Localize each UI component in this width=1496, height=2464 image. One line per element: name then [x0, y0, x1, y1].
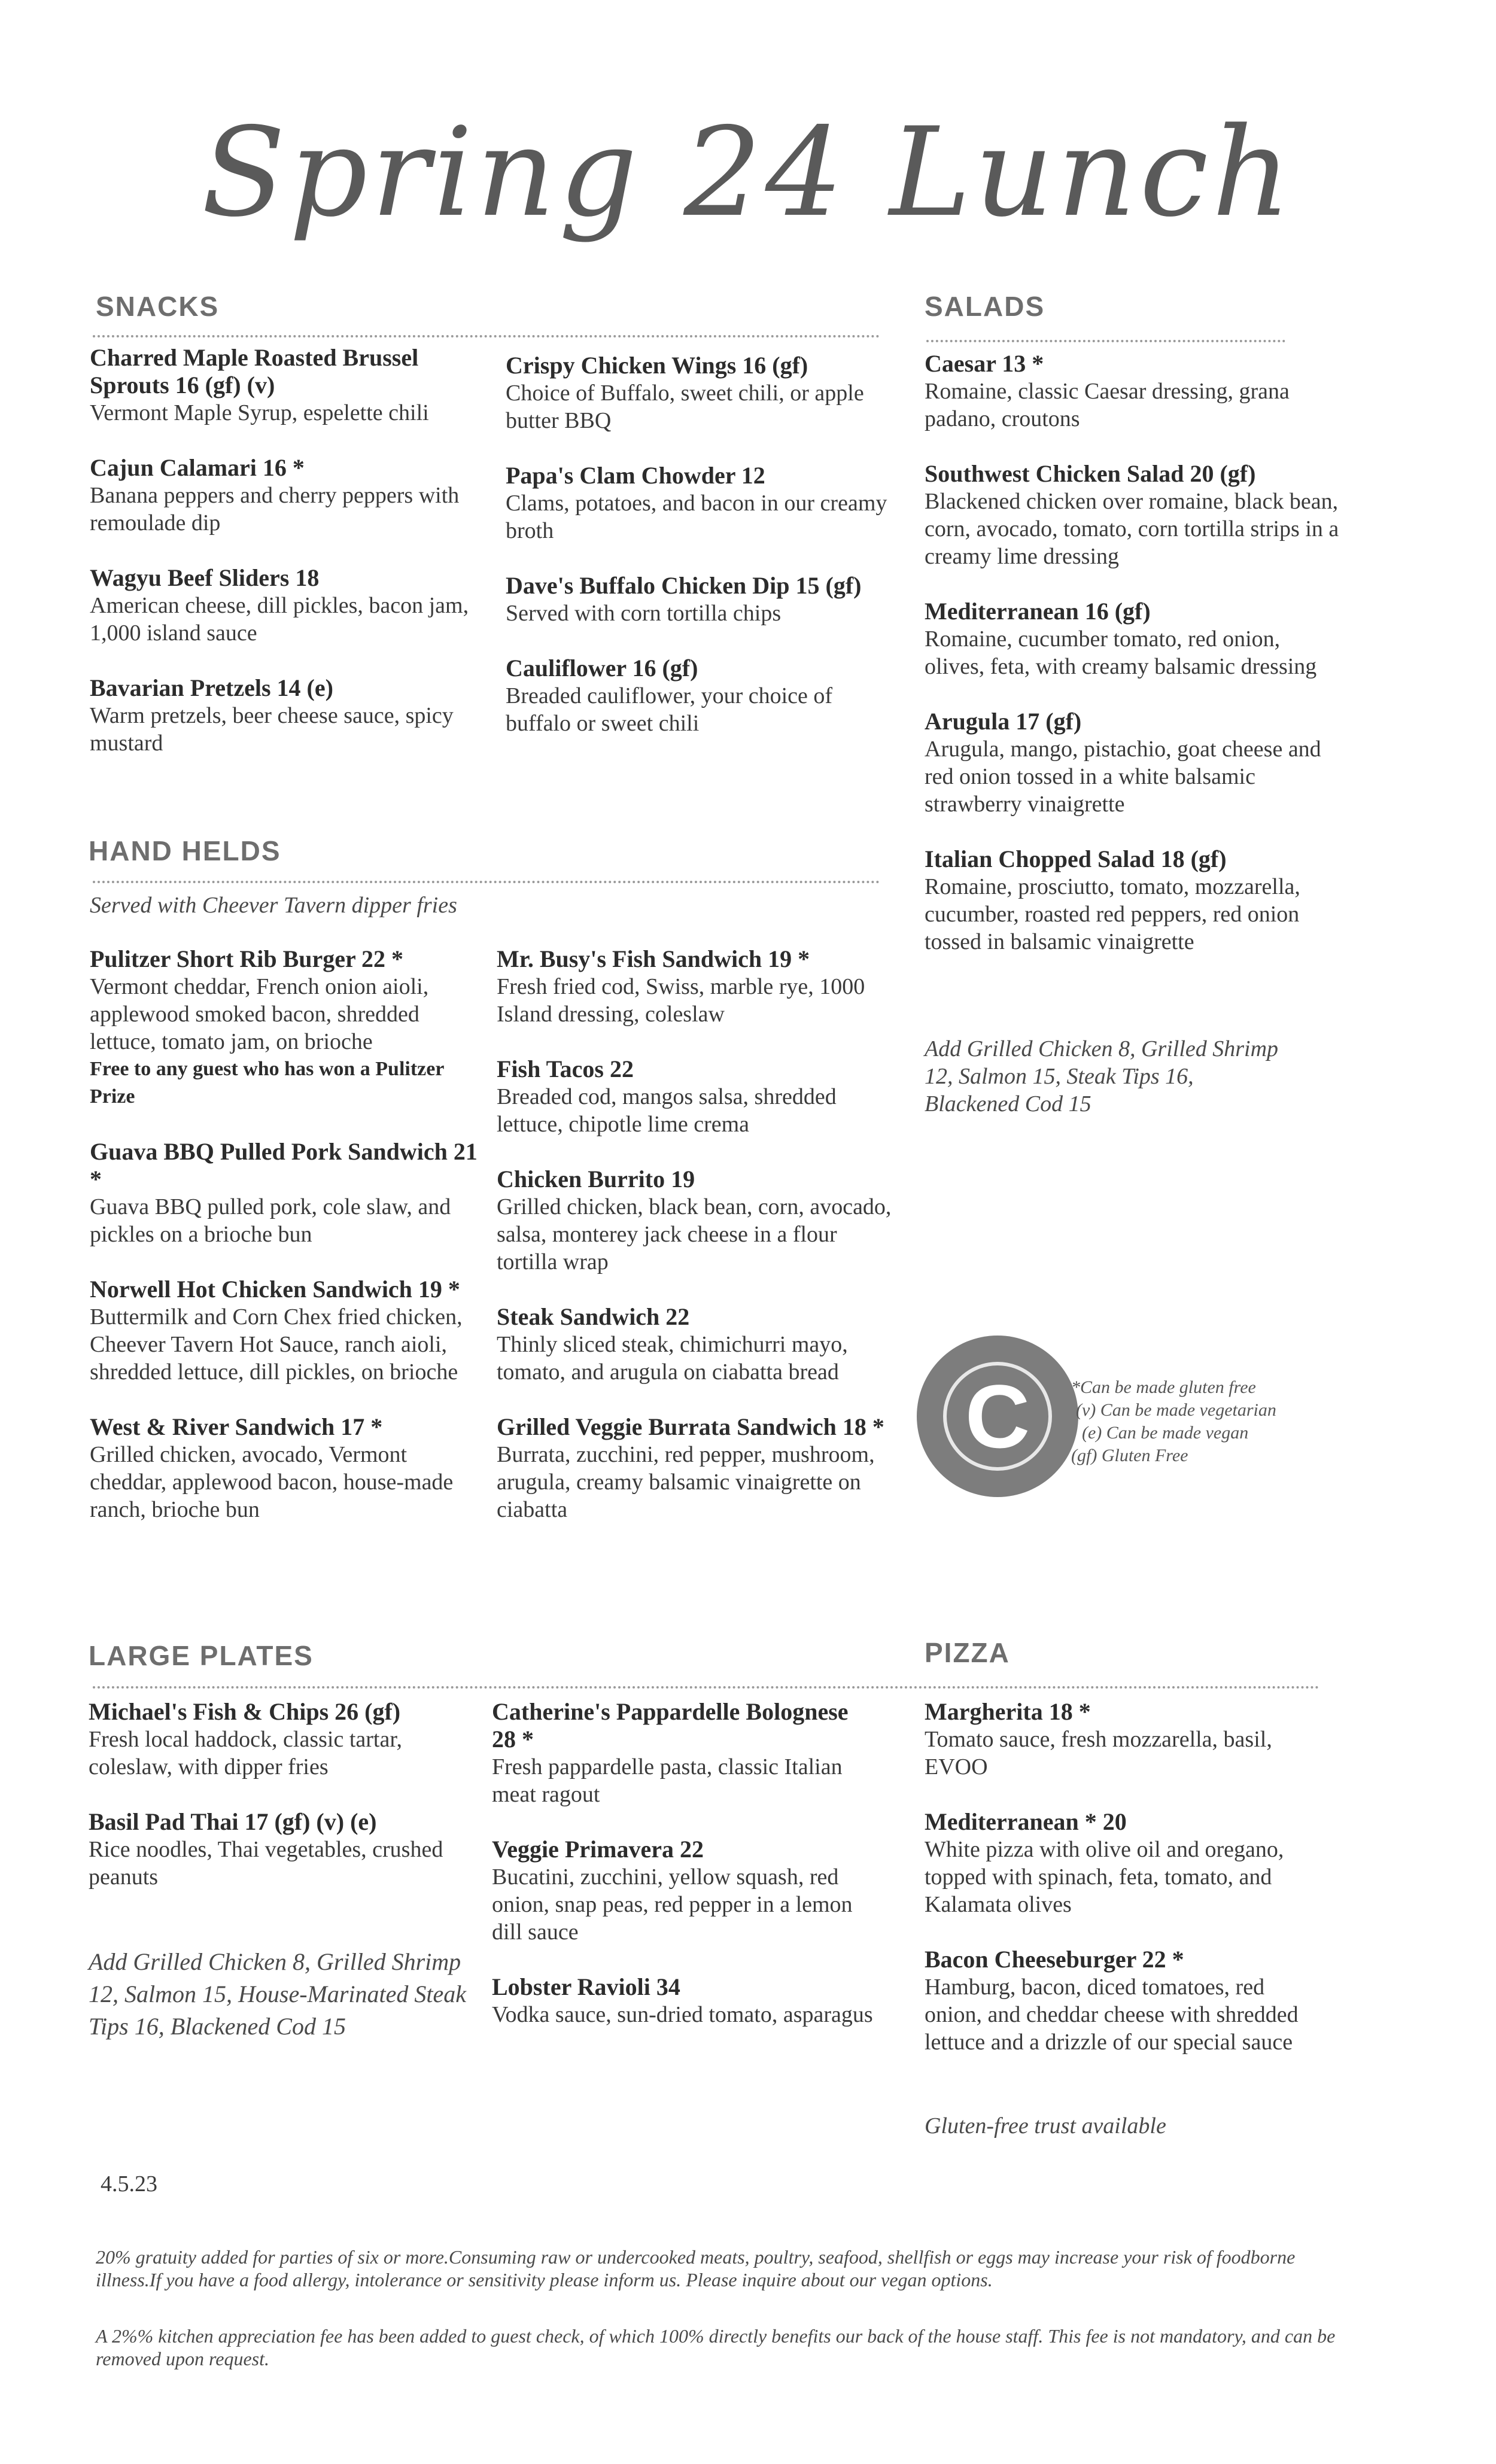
menu-item	[90, 674, 473, 757]
menu-item-name: Mediterranean 16 (gf)	[925, 598, 1151, 625]
menu-item	[492, 1836, 875, 1946]
menu-item-description: Romaine, prosciutto, tomato, mozzarella, cucumber, roasted red peppers, red onion tossed in balsamic vinaigrette	[925, 874, 1300, 954]
menu-item-description: Clams, potatoes, and bacon in our creamy broth	[506, 491, 887, 543]
menu-item-description: Vermont cheddar, French onion aioli, applewood smoked bacon, shredded lettuce, tomato jam, on brioche	[90, 974, 429, 1054]
menu-item-description: Choice of Buffalo, sweet chili, or apple butter BBQ	[506, 381, 864, 433]
large-plates-column-2	[492, 1698, 875, 2056]
menu-item-name: Mr. Busy's Fish Sandwich 19 *	[497, 945, 810, 972]
menu-item-name: Cajun Calamari 16 *	[90, 454, 305, 481]
hand-helds-column-1	[90, 945, 479, 1551]
dietary-legend	[1071, 1376, 1334, 1467]
menu-item-description: Grilled chicken, avocado, Vermont cheddar, applewood bacon, house-made ranch, brioche bun	[90, 1442, 454, 1522]
legend-item: (v) Can be made vegetarian	[1076, 1400, 1276, 1420]
menu-item-description: Romaine, cucumber tomato, red onion, olives, feta, with creamy balsamic dressing	[925, 626, 1317, 679]
menu-item-name: Cauliflower 16 (gf)	[506, 655, 698, 682]
menu-item-description: Fresh local haddock, classic tartar, coleslaw, with dipper fries	[89, 1727, 402, 1779]
menu-item-name: West & River Sandwich 17 *	[90, 1413, 383, 1440]
menu-item	[492, 1698, 875, 1808]
menu-item-description: Breaded cod, mangos salsa, shredded lettuce, chipotle lime crema	[497, 1084, 837, 1137]
menu-item	[506, 655, 895, 737]
menu-item	[90, 945, 479, 1111]
menu-item-name: Charred Maple Roasted Brussel Sprouts 16 (gf) (v)	[90, 344, 419, 399]
menu-item	[925, 1698, 1308, 1781]
menu-item-description: Burrata, zucchini, red pepper, mushroom, arugula, creamy balsamic vinaigrette on ciabatta	[497, 1442, 875, 1522]
snacks-column-2	[506, 352, 895, 765]
menu-item	[90, 454, 473, 537]
menu-item-name: Grilled Veggie Burrata Sandwich 18 *	[497, 1413, 884, 1440]
legend-item: (e) Can be made vegan	[1082, 1423, 1249, 1443]
menu-item-description: Vermont Maple Syrup, espelette chili	[90, 400, 429, 425]
menu-item-name: Bavarian Pretzels 14 (e)	[90, 674, 333, 701]
divider	[93, 335, 880, 337]
menu-item-name: Crispy Chicken Wings 16 (gf)	[506, 352, 808, 379]
menu-item	[925, 845, 1343, 956]
menu-item	[89, 1808, 484, 1891]
menu-item-description: Hamburg, bacon, diced tomatoes, red onion, and cheddar cheese with shredded lettuce and a drizzle of our special sauce	[925, 1975, 1299, 2055]
menu-item	[90, 564, 473, 647]
menu-item	[925, 598, 1343, 680]
menu-item-description: Guava BBQ pulled pork, cole slaw, and pickles on a brioche bun	[90, 1194, 451, 1247]
menu-item	[90, 1413, 479, 1523]
menu-item-description: Breaded cauliflower, your choice of buffalo or sweet chili	[506, 683, 833, 736]
logo-letter: C	[965, 1366, 1030, 1467]
pizza-note: Gluten-free trust available	[925, 2113, 1166, 2138]
menu-item-name: Pulitzer Short Rib Burger 22 *	[90, 945, 404, 972]
menu-item	[497, 1413, 892, 1523]
menu-item-name: Mediterranean * 20	[925, 1808, 1127, 1835]
menu-item-description: Fresh pappardelle pasta, classic Italian meat ragout	[492, 1754, 843, 1807]
menu-item	[90, 344, 473, 427]
menu-item-name: Michael's Fish & Chips 26 (gf)	[89, 1698, 401, 1725]
menu-item-name: Papa's Clam Chowder 12	[506, 462, 765, 489]
section-heading-hand-helds: HAND HELDS	[89, 835, 281, 866]
section-heading-large-plates: LARGE PLATES	[89, 1640, 314, 1671]
menu-item-description: Bucatini, zucchini, yellow squash, red onion, snap peas, red pepper in a lemon dill sauce	[492, 1864, 853, 1945]
pizza-column	[925, 1698, 1308, 2083]
menu-item-extra: Free to any guest who has won a Pulitzer Prize	[90, 1058, 444, 1108]
gratuity-disclaimer: 20% gratuity added for parties of six or more.Consuming raw or undercooked meats, poultry, seafood, shellfish or eggs may increase your risk of foodborne illness.If you have a food allergy, intolerance or sensitivity please inform us. Please inquire about our vegan options.	[96, 2246, 1296, 2290]
menu-item-description: Warm pretzels, beer cheese sauce, spicy mustard	[90, 703, 454, 756]
section-heading-salads: SALADS	[925, 291, 1045, 322]
large-plates-column-1	[89, 1698, 484, 1918]
menu-item-name: Fish Tacos 22	[497, 1055, 634, 1082]
legend-item: (gf) Gluten Free	[1071, 1446, 1188, 1465]
menu-item-description: American cheese, dill pickles, bacon jam, 1,000 island sauce	[90, 593, 469, 646]
salads-column	[925, 350, 1343, 983]
menu-item	[497, 1166, 892, 1276]
hand-helds-column-2	[497, 945, 892, 1551]
menu-item-name: Catherine's Pappardelle Bolognese 28 *	[492, 1698, 849, 1753]
menu-item-name: Norwell Hot Chicken Sandwich 19 *	[90, 1276, 460, 1303]
menu-item	[925, 460, 1343, 570]
menu-item-description: Vodka sauce, sun-dried tomato, asparagus	[492, 2002, 873, 2027]
kitchen-fee-disclaimer: A 2%% kitchen appreciation fee has been added to guest check, of which 100% directly benefits our back of the house staff. This fee is not mandatory, and can be removed upon request.	[96, 2325, 1336, 2369]
menu-item-description: Buttermilk and Corn Chex fried chicken, Cheever Tavern Hot Sauce, ranch aioli, shredded lettuce, dill pickles, on brioche	[90, 1304, 463, 1385]
divider	[93, 881, 880, 883]
menu-item	[506, 462, 895, 544]
menu-item-description: Arugula, mango, pistachio, goat cheese and red onion tossed in a white balsamic strawberry vinaigrette	[925, 737, 1321, 817]
menu-title: Spring 24 Lunch	[201, 102, 1295, 244]
menu-item-description: Banana peppers and cherry peppers with remoulade dip	[90, 483, 460, 536]
menu-item-name: Bacon Cheeseburger 22 *	[925, 1946, 1184, 1973]
menu-item-name: Southwest Chicken Salad 20 (gf)	[925, 460, 1256, 487]
tavern-logo-icon	[917, 1336, 1078, 1497]
menu-item	[90, 1276, 479, 1386]
menu-item	[506, 352, 895, 434]
salads-addon-note: Add Grilled Chicken 8, Grilled Shrimp 12, Salmon 15, Steak Tips 16, Blackened Cod 15	[925, 1036, 1279, 1117]
menu-item-name: Margherita 18 *	[925, 1698, 1091, 1725]
menu-item-name: Wagyu Beef Sliders 18	[90, 564, 320, 591]
menu-item-description: Served with corn tortilla chips	[506, 601, 782, 626]
menu-item	[925, 350, 1343, 433]
menu-item	[497, 1055, 892, 1138]
menu-item-description: Blackened chicken over romaine, black bean, corn, avocado, tomato, corn tortilla strips in a creamy lime dressing	[925, 489, 1339, 569]
section-heading-pizza: PIZZA	[925, 1637, 1010, 1668]
menu-item-name: Lobster Ravioli 34	[492, 1973, 680, 2000]
menu-item	[497, 1303, 892, 1386]
menu-item	[925, 708, 1343, 818]
menu-item	[90, 1138, 479, 1248]
divider	[926, 340, 1285, 342]
section-heading-snacks: SNACKS	[96, 291, 220, 322]
menu-item-name: Dave's Buffalo Chicken Dip 15 (gf)	[506, 572, 862, 599]
menu-item-name: Caesar 13 *	[925, 350, 1044, 377]
menu-item-description: White pizza with olive oil and oregano, topped with spinach, feta, tomato, and Kalamata olives	[925, 1837, 1284, 1917]
legend-item: *Can be made gluten free	[1071, 1377, 1256, 1397]
large-plates-addon-note: Add Grilled Chicken 8, Grilled Shrimp 12, Salmon 15, House-Marinated Steak Tips 16, Blackened Cod 15	[89, 1948, 467, 2040]
divider	[93, 1686, 1319, 1689]
menu-item-name: Basil Pad Thai 17 (gf) (v) (e)	[89, 1808, 377, 1835]
menu-item-name: Veggie Primavera 22	[492, 1836, 704, 1863]
menu-item-description: Rice noodles, Thai vegetables, crushed peanuts	[89, 1837, 443, 1890]
menu-item-description: Thinly sliced steak, chimichurri mayo, tomato, and arugula on ciabatta bread	[497, 1332, 848, 1385]
menu-item	[89, 1698, 484, 1781]
menu-item-description: Romaine, classic Caesar dressing, grana padano, croutons	[925, 379, 1290, 431]
menu-item-description: Grilled chicken, black bean, corn, avocado, salsa, monterey jack cheese in a flour tortilla wrap	[497, 1194, 892, 1274]
snacks-column-1	[90, 344, 473, 784]
hand-helds-note: Served with Cheever Tavern dipper fries	[90, 893, 457, 918]
menu-date: 4.5.23	[101, 2171, 157, 2197]
menu-item	[506, 572, 895, 627]
menu-item	[925, 1946, 1308, 2056]
menu-item-name: Chicken Burrito 19	[497, 1166, 695, 1193]
menu-item-description: Tomato sauce, fresh mozzarella, basil, EVOO	[925, 1727, 1272, 1779]
menu-item-name: Arugula 17 (gf)	[925, 708, 1082, 735]
menu-item-name: Guava BBQ Pulled Pork Sandwich 21 *	[90, 1138, 478, 1193]
menu-item-name: Steak Sandwich 22	[497, 1303, 690, 1330]
menu-item-description: Fresh fried cod, Swiss, marble rye, 1000 Island dressing, coleslaw	[497, 974, 865, 1027]
menu-item	[925, 1808, 1308, 1918]
menu-item-name: Italian Chopped Salad 18 (gf)	[925, 845, 1227, 872]
menu-item	[497, 945, 892, 1028]
menu-item	[492, 1973, 875, 2028]
